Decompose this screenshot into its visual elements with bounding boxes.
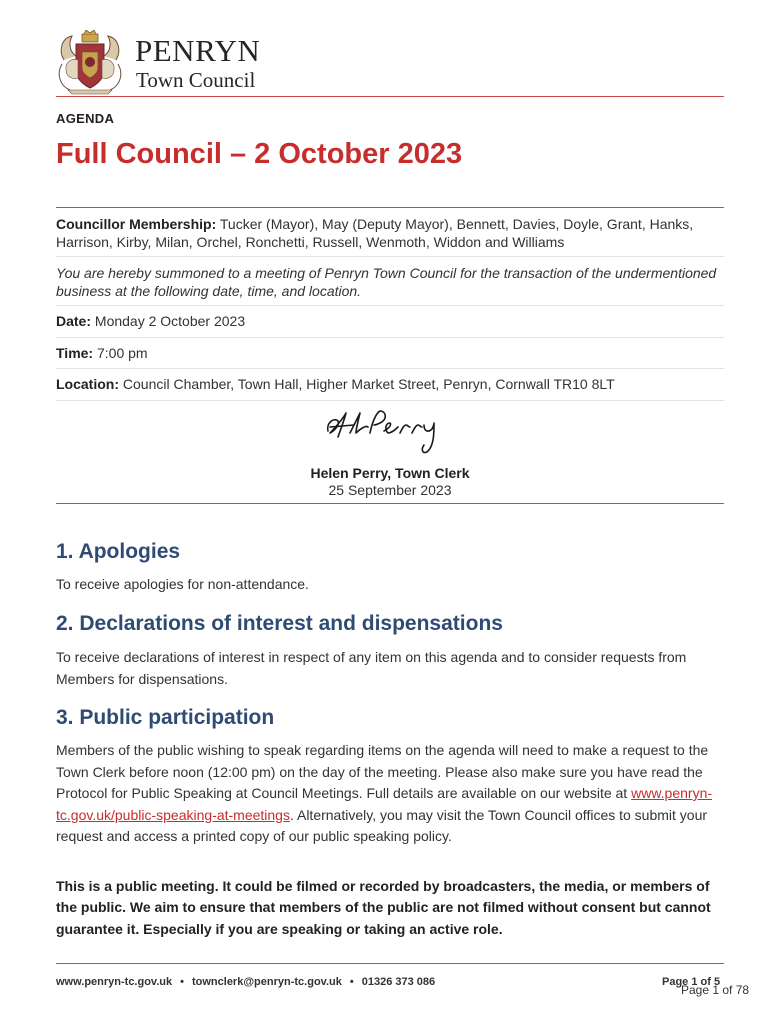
signatory-name: Helen Perry, Town Clerk bbox=[310, 465, 470, 481]
location-label: Location: bbox=[56, 376, 119, 392]
footer-divider bbox=[56, 963, 724, 964]
page-title: Full Council – 2 October 2023 bbox=[56, 138, 463, 170]
page-number-local: Page 1 of 5 bbox=[662, 976, 721, 988]
time-label: Time: bbox=[56, 345, 94, 361]
public-meeting-notice: This is a public meeting. It could be filmed or recorded by broadcasters, the media, or members of the public. We aim to ensure that members of the public are not filmed without consent but cannot guarantee it. Especially if you are speaking or taking an active role. bbox=[56, 878, 711, 937]
public-speaking-link[interactable]: www.penryn-tc.gov.uk/public-speaking-at-meetings bbox=[56, 785, 713, 823]
header-divider bbox=[56, 96, 724, 97]
footer-email[interactable]: townclerk@penryn-tc.gov.uk bbox=[191, 976, 342, 988]
title-divider bbox=[56, 207, 724, 208]
clerk-signature bbox=[320, 403, 460, 458]
signatory-date: 25 September 2023 bbox=[328, 482, 452, 498]
document-label: AGENDA bbox=[56, 111, 115, 126]
section-heading-public-participation: 3. Public participation bbox=[56, 706, 275, 729]
date-value: Monday 2 October 2023 bbox=[91, 313, 246, 329]
divider bbox=[56, 305, 724, 306]
footer-separator: • bbox=[349, 976, 354, 988]
divider bbox=[56, 337, 724, 338]
membership-list: Tucker (Mayor), May (Deputy Mayor), Bennett, Davies, Doyle, Grant, Hanks, Harrison, Kirby, Milan, Orchel, Ronchetti, Russell, Wenmoth, Widdon and Williams bbox=[56, 216, 694, 250]
section-body-apologies: To receive apologies for non-attendance. bbox=[56, 576, 309, 592]
body-text: . Alternatively, you may visit the Town Council offices to submit your request and access a printed copy of our public speaking policy. bbox=[56, 806, 708, 844]
section-body-public-participation bbox=[56, 740, 724, 848]
location-value: Council Chamber, Town Hall, Higher Market Street, Penryn, Cornwall TR10 8LT bbox=[119, 376, 615, 392]
org-subtitle: Town Council bbox=[136, 68, 256, 92]
footer-contacts bbox=[56, 976, 435, 988]
divider bbox=[56, 400, 724, 401]
section-heading-declarations: 2. Declarations of interest and dispensations bbox=[56, 612, 503, 635]
body-text: Members of the public wishing to speak regarding items on the agenda will need to make a request to the Town Clerk before noon (12:00 pm) on the day of the meeting. Please also make sure you have read the Protocol for Public Speaking at Council Meetings. Full details are available on our website at bbox=[56, 742, 709, 801]
signature-divider bbox=[56, 503, 724, 504]
summons-text: You are hereby summoned to a meeting of Penryn Town Council for the transaction of the undermentioned business at the following date, time, and location. bbox=[56, 265, 717, 299]
date-label: Date: bbox=[56, 313, 92, 329]
meeting-time bbox=[56, 345, 148, 361]
meeting-location bbox=[56, 376, 615, 392]
footer-phone: 01326 373 086 bbox=[361, 976, 436, 988]
section-heading-apologies: 1. Apologies bbox=[56, 540, 181, 563]
divider bbox=[56, 256, 724, 257]
meeting-date bbox=[56, 313, 245, 329]
footer-separator: • bbox=[180, 976, 184, 988]
council-crest-icon bbox=[54, 30, 126, 96]
divider bbox=[56, 368, 724, 369]
time-value: 7:00 pm bbox=[93, 345, 148, 361]
membership-label: Councillor Membership: bbox=[56, 216, 217, 232]
org-name: PENRYN bbox=[135, 33, 261, 68]
page-number-global: Page 1 of 78 bbox=[681, 983, 750, 997]
section-body-declarations: To receive declarations of interest in respect of any item on this agenda and to consider requests from Members for dispensations. bbox=[56, 649, 687, 687]
footer-website[interactable]: www.penryn-tc.gov.uk bbox=[56, 976, 173, 988]
membership-block bbox=[56, 215, 724, 251]
